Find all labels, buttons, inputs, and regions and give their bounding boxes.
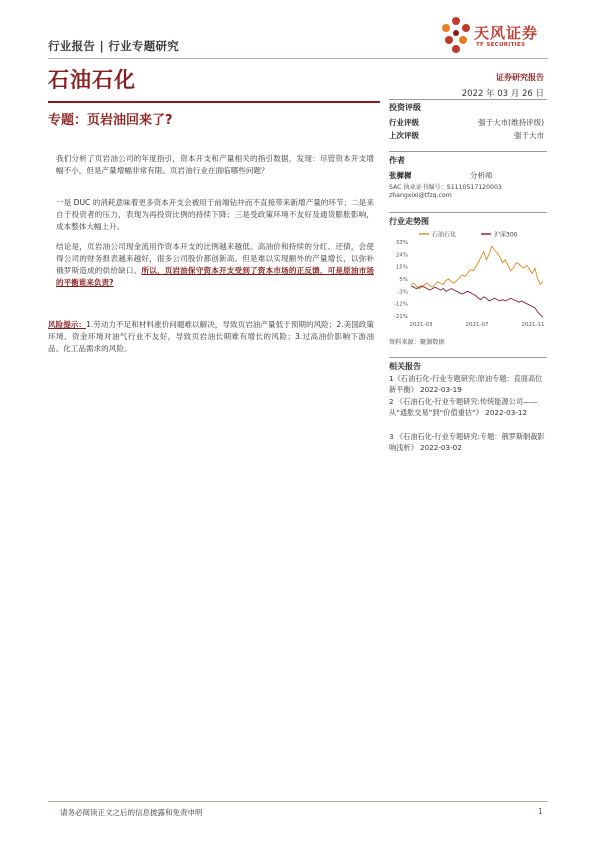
footer-divider: [48, 801, 548, 802]
x-tick-label: 2021-07: [465, 322, 489, 328]
paragraph-3-text: 结论是，页岩油公司现金流用作资本开支的比例越来越低。高油价和持续的分红、还债，会使得公司的财务报表越来越好，很多公司股价都创新高。但是难以实现额外的产量增长，以弥补俄罗斯造成的供给缺口。: [56, 242, 374, 275]
legend-label: 石油石化: [432, 231, 457, 239]
y-tick-label: -3%: [397, 289, 408, 296]
series-line: [411, 286, 543, 318]
report-date: 2022 年 03 月 26 日: [461, 89, 544, 99]
report-topic: 专题：页岩油回来了?: [48, 113, 173, 128]
page-title: 石油石化: [48, 68, 136, 92]
paragraph-3: [56, 241, 374, 289]
page-number: 1: [538, 807, 543, 816]
legend-label: 沪深300: [494, 231, 518, 239]
y-tick-label: 5%: [399, 277, 408, 283]
rating-divider: [389, 99, 547, 100]
author-divider: [389, 151, 547, 152]
risk-text: 1.劳动力不足和材料涨价问题难以解决，导致页岩油产量低于预期的风险；2.美国政策环境、资金环境对油气行业不友好，导致页岩油长期难有增长的风险；3.过高油价影响下游油品、化工品需求的风险。: [48, 320, 374, 353]
logo-text: 天风证券: [474, 24, 539, 42]
paragraph-2: 一是 DUC 的消耗意味着更多资本开支会被用于前端钻井而不直接带来新增产量的环节；二是来自于投资者的压力，表现为再投资比例的持续下降；三是受政策环境不友好及通货膨胀影响，成本整体大幅上升。: [56, 198, 374, 231]
related-divider: [389, 357, 547, 358]
paragraph-1: 我们分析了页岩油公司的年度指引，资本开支和产量相关的指引数据，发现：尽管资本开支增幅不小，但是产量增幅非常有限。页岩油行业在面临哪些问题？: [56, 154, 374, 175]
y-tick-label: -12%: [393, 301, 408, 308]
risk-warning: [48, 319, 374, 355]
related-heading: 相关报告: [389, 362, 421, 371]
author-heading: 作者: [389, 156, 405, 165]
author-email[interactable]: zhangxixi@tfzq.com: [389, 192, 452, 199]
trend-chart: [389, 228, 547, 328]
y-tick-label: -21%: [393, 314, 408, 320]
chart-source: 资料来源：聚源数据: [389, 339, 445, 346]
chart-divider: [389, 212, 547, 213]
rating-heading: 投资评级: [389, 103, 421, 112]
risk-label: 风险提示：: [48, 320, 86, 329]
author-sac: SAC 执业证书编号：S1110517120003: [389, 184, 502, 191]
report-type: 证券研究报告: [496, 73, 544, 82]
previous-rating-value: 强于大市: [514, 131, 544, 140]
related-report-3[interactable]: 3 《石油石化-行业专题研究:专题：俄罗斯制裁影响浅析》 2022-03-02: [389, 432, 545, 452]
industry-rating-label: 行业评级: [389, 118, 419, 127]
industry-rating-value: 强于大市(维持评级): [478, 118, 544, 127]
logo-subtext: TF SECURITIES: [476, 42, 526, 48]
header-category: 行业报告 | 行业专题研究: [48, 39, 180, 53]
x-tick-label: 2021-11: [521, 322, 545, 328]
paragraph-3-highlight: 所以，页岩油保守资本开支受到了资本市场的正反馈，可是原油市场的平衡谁来负责?: [56, 266, 375, 287]
related-report-2[interactable]: 2 《石油石化-行业专题研究:传统能源公司——从“通胀交易”到“价值重估”》 2022-03-12: [389, 397, 538, 417]
author-role: 分析师: [470, 171, 493, 180]
y-tick-label: 15%: [395, 264, 408, 271]
previous-rating-label: 上次评级: [389, 131, 419, 140]
logo-mark-icon: [440, 16, 472, 54]
author-name: 张樨樨: [389, 171, 412, 180]
y-tick-label: 24%: [395, 252, 408, 259]
title-divider: [48, 101, 380, 103]
related-report-1[interactable]: 1《石油石化-行业专题研究:原油专题：直面高位新平衡》 2022-03-19: [389, 374, 543, 394]
footer-disclaimer: 请务必阅读正文之后的信息披露和免责申明: [60, 808, 203, 817]
header-divider: [48, 58, 548, 59]
series-line: [411, 246, 543, 289]
x-tick-label: 2021-03: [409, 322, 433, 328]
y-tick-label: 33%: [395, 240, 408, 246]
company-logo: [440, 16, 550, 56]
chart-heading: 行业走势图: [389, 217, 429, 226]
